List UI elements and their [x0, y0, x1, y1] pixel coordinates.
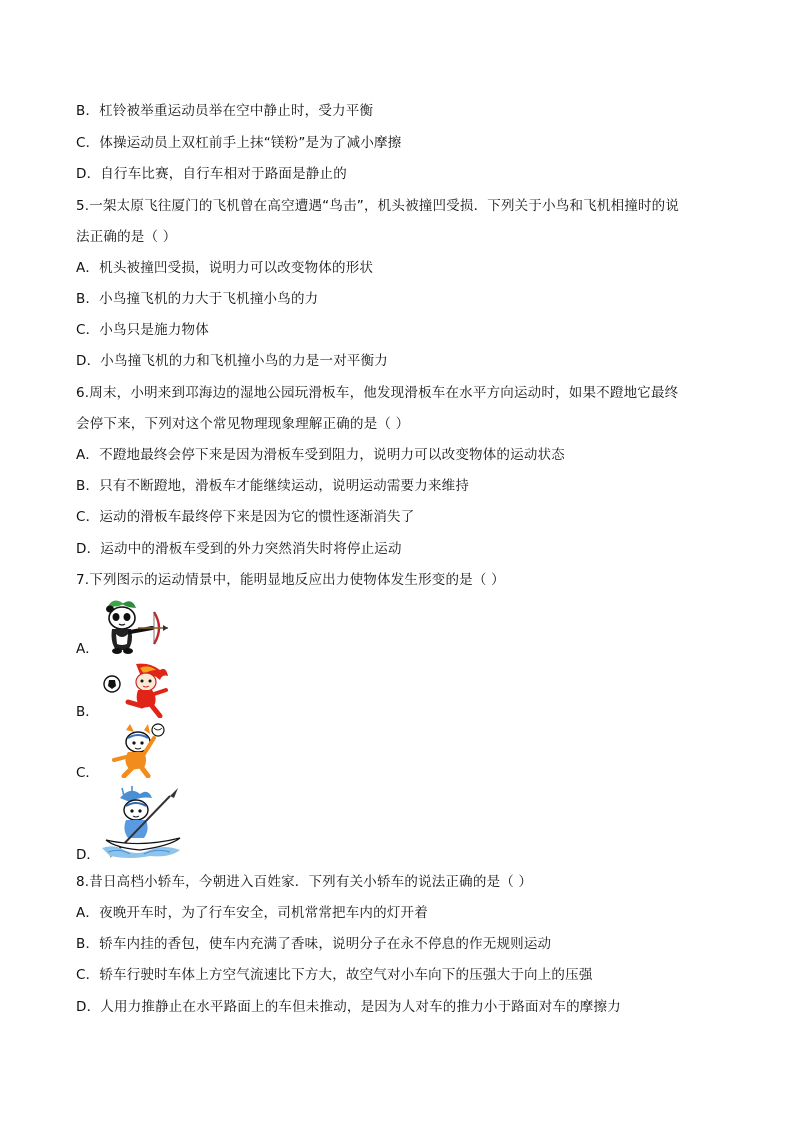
q5-option-c: C．小鸟只是施力物体 — [76, 322, 209, 338]
volleyball-figure — [104, 722, 170, 778]
q8-option-a: A．夜晚开车时，为了行车安全，司机常常把车内的灯开着 — [76, 905, 428, 921]
q6-stem-line1: 6.周末，小明来到邛海边的湿地公园玩滑板车，他发现滑板车在水平方向运动时，如果不蹬地它最终 — [76, 385, 679, 401]
q4-option-b: B．杠铃被举重运动员举在空中静止时，受力平衡 — [76, 103, 374, 119]
q6-option-a: A．不蹬地最终会停下来是因为滑板车受到阻力，说明力可以改变物体的运动状态 — [76, 447, 565, 463]
q7-option-a-label: A． — [76, 641, 99, 657]
q7-option-d-label: D． — [76, 847, 100, 863]
q7-option-c-label: C． — [76, 765, 99, 781]
q8-stem: 8.昔日高档小轿车，今朝进入百姓家．下列有关小轿车的说法正确的是（ ） — [76, 874, 533, 890]
q8-option-b: B．轿车内挂的香包，使车内充满了香味，说明分子在永不停息的作无规则运动 — [76, 936, 552, 952]
q8-option-d: D．人用力推静止在水平路面上的车但未推动，是因为人对车的推力小于路面对车的摩擦力 — [76, 999, 621, 1015]
q4-option-d: D．自行车比赛，自行车相对于路面是静止的 — [76, 166, 347, 182]
q6-option-b: B．只有不断蹬地，滑板车才能继续运动，说明运动需要力来维持 — [76, 478, 470, 494]
soccer-kick-figure — [100, 662, 172, 718]
q6-stem-line2: 会停下来，下列对这个常见物理现象理解正确的是（ ） — [76, 416, 410, 432]
panda-archery-figure — [98, 598, 172, 654]
q6-option-c: C．运动的滑板车最终停下来是因为它的惯性逐渐消失了 — [76, 509, 415, 525]
q5-option-a: A．机头被撞凹受损，说明力可以改变物体的形状 — [76, 260, 374, 276]
q5-stem-line1: 5.一架太原飞往厦门的飞机曾在高空遭遇“鸟击”，机头被撞凹受损．下列关于小鸟和飞机相撞时的说 — [76, 198, 680, 214]
q4-option-c: C．体操运动员上双杠前手上抹“镁粉”是为了减小摩擦 — [76, 135, 402, 151]
q5-option-d: D．小鸟撞飞机的力和飞机撞小鸟的力是一对平衡力 — [76, 353, 388, 369]
q8-option-c: C．轿车行驶时车体上方空气流速比下方大，故空气对小车向下的压强大于向上的压强 — [76, 967, 593, 983]
q6-option-d: D．运动中的滑板车受到的外力突然消失时将停止运动 — [76, 541, 402, 557]
canoe-rowing-figure — [100, 786, 184, 860]
q7-option-b-label: B． — [76, 704, 99, 720]
q5-option-b: B．小鸟撞飞机的力大于飞机撞小鸟的力 — [76, 291, 319, 307]
q5-stem-line2: 法正确的是（ ） — [76, 229, 177, 245]
q7-stem: 7.下列图示的运动情景中，能明显地反应出力使物体发生形变的是（ ） — [76, 572, 505, 588]
